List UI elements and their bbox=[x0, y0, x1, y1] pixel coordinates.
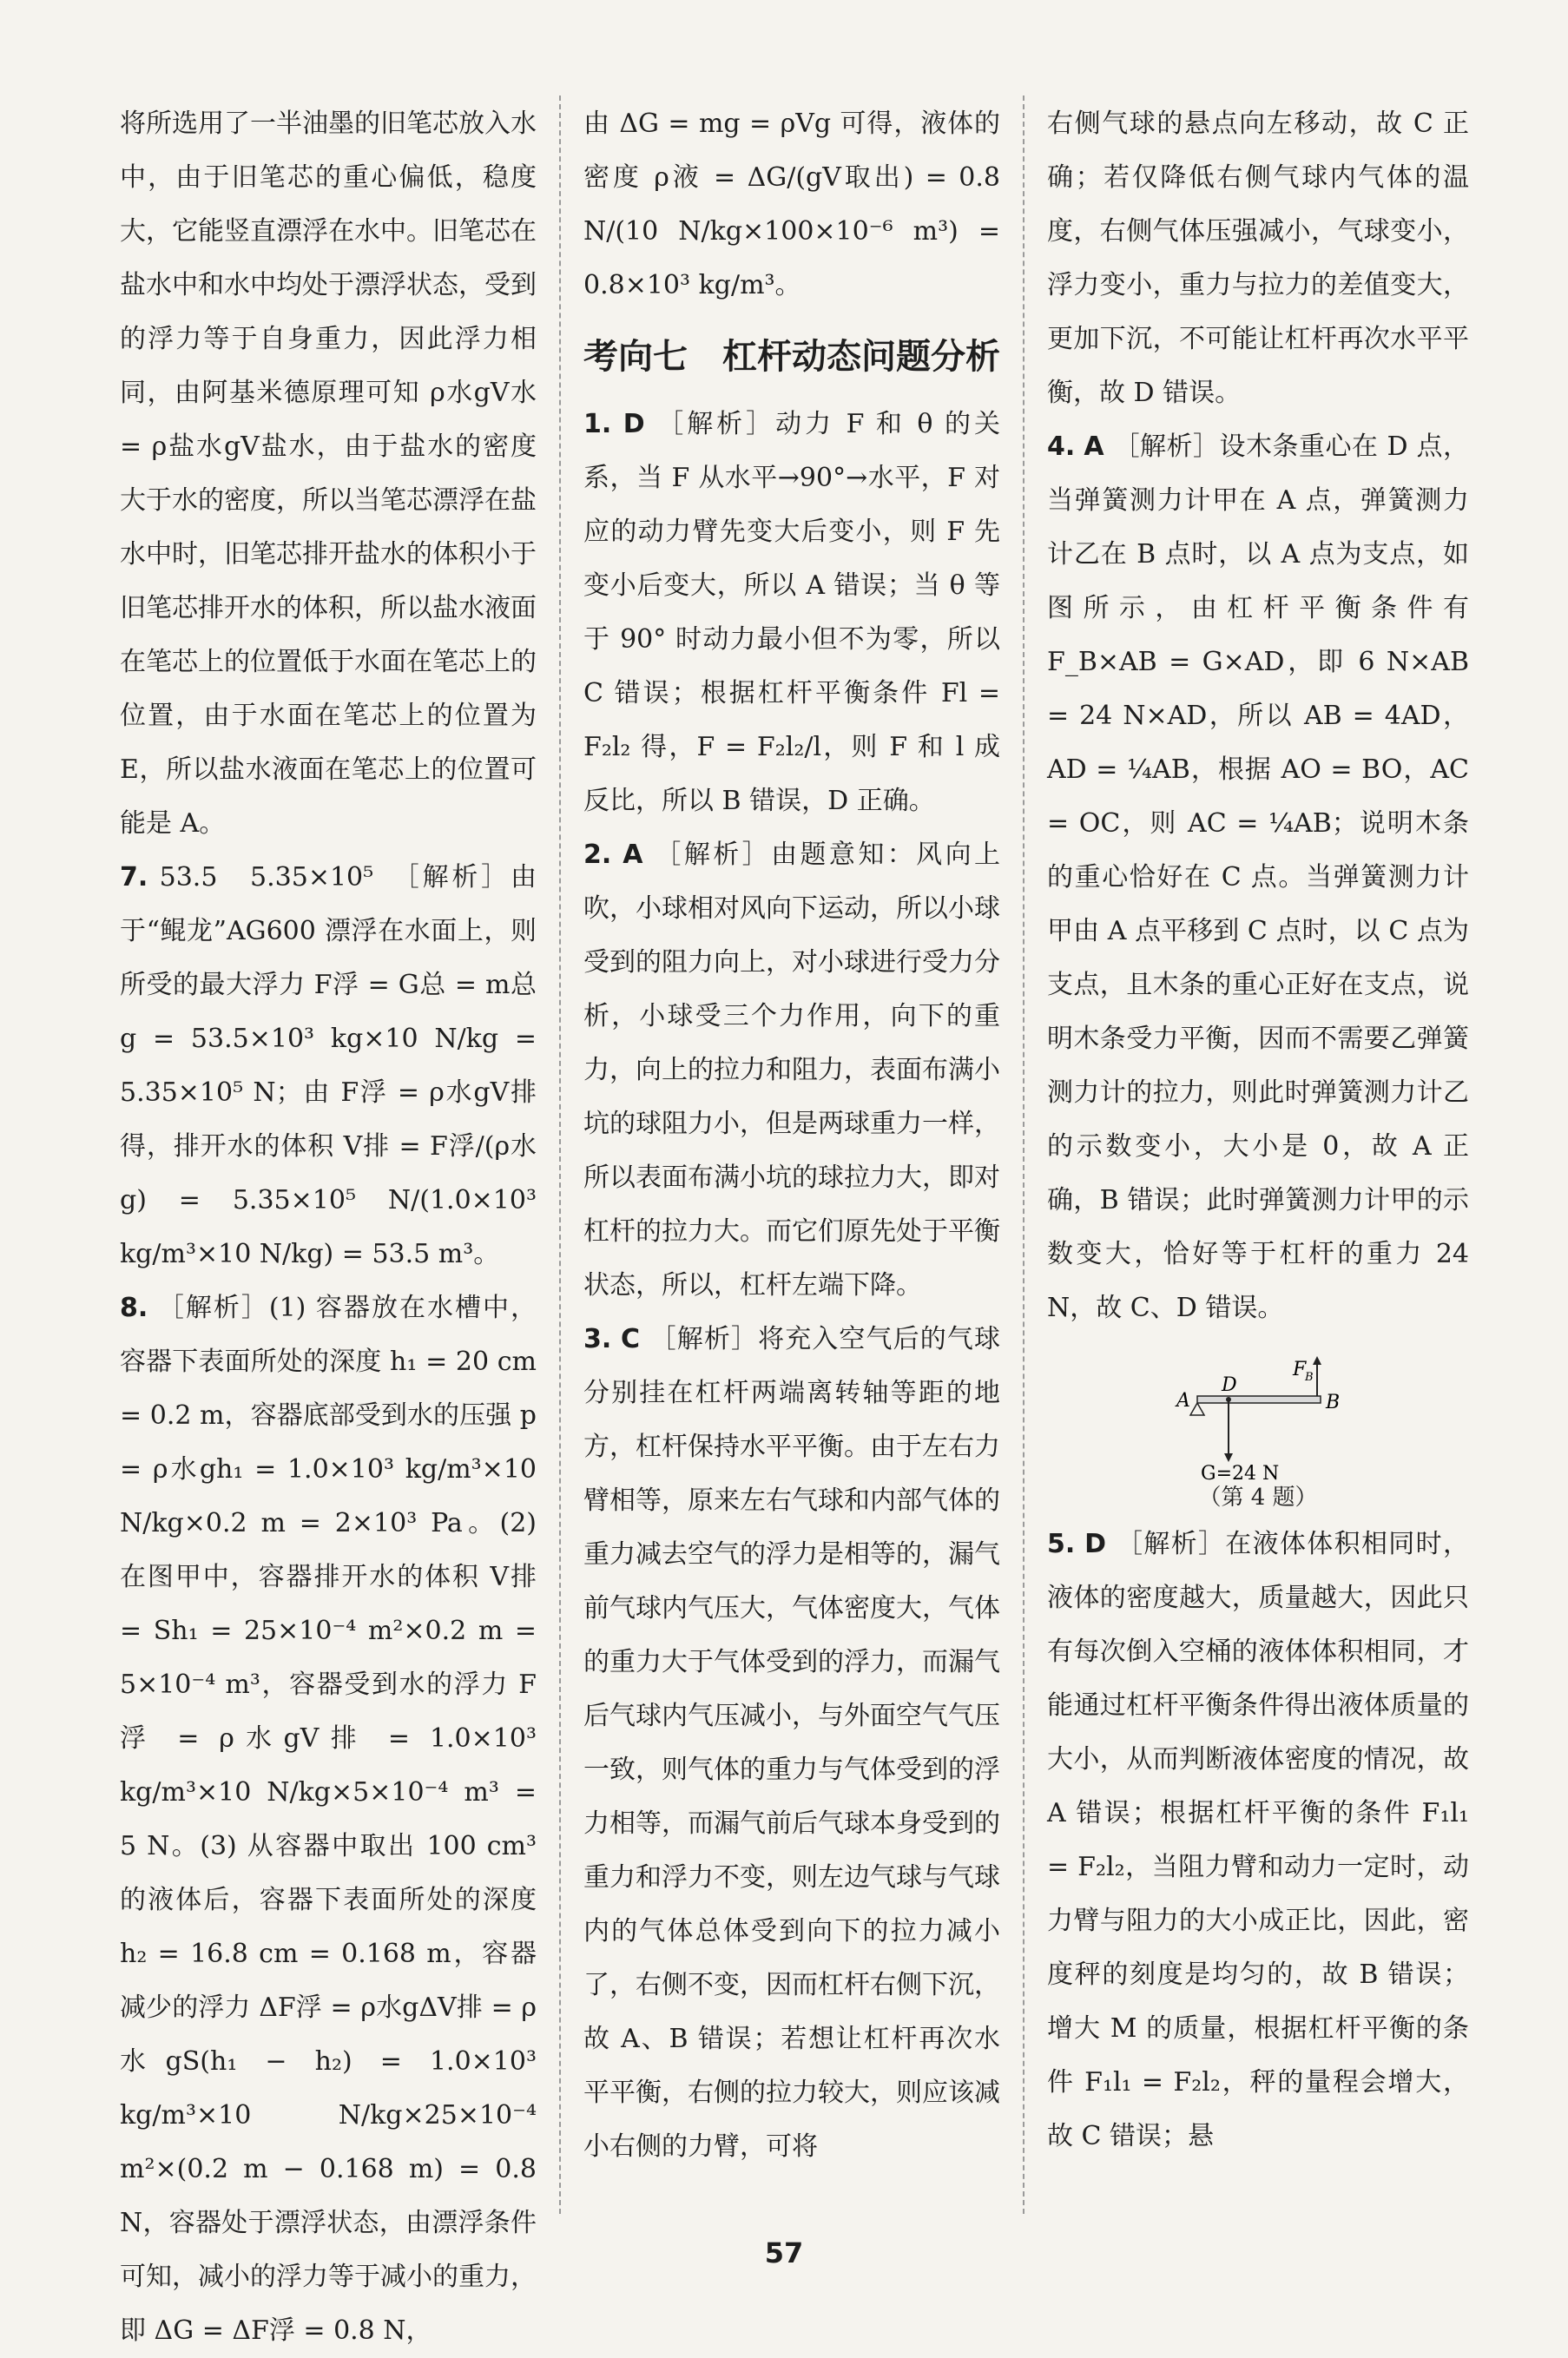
gravity-arrowhead bbox=[1224, 1453, 1233, 1462]
question-number: 8. bbox=[120, 1293, 148, 1323]
column-divider-1 bbox=[559, 96, 561, 2214]
answer-choice: A bbox=[623, 840, 644, 870]
label-fb: F bbox=[1293, 1359, 1307, 1380]
answer-4 bbox=[1047, 420, 1469, 1335]
question-number: 3. bbox=[583, 1324, 612, 1354]
question-number: 1. bbox=[583, 409, 612, 439]
answer-text: ［解析］在液体体积相同时，液体的密度越大，质量越大，因此只有每次倒入空桶的液体体积相同，才能通过杠杆平衡条件得出液体质量的大小，从而判断液体密度的情况，故 A 错误；根据杠杆平衡的条件 F₁l₁ = F₂l₂，当阻力臂和动力一定时，动力臂与阻力的大小成正比，因此，密度秤的刻度是均匀的，故 B 错误；增大 M 的质量，根据杠杆平衡的条件 F₁l₁ = F₂l₂，秤的量程会增大，故 C 错误；悬 bbox=[1047, 1529, 1469, 2151]
page-number: 57 bbox=[764, 2236, 804, 2269]
answer-8 bbox=[120, 1281, 537, 2358]
answer-1 bbox=[583, 398, 1000, 828]
question-number: 2. bbox=[583, 840, 612, 870]
paragraph-continuation: 将所选用了一半油墨的旧笔芯放入水中，由于旧笔芯的重心偏低，稳度大，它能竖直漂浮在水中。旧笔芯在盐水中和水中均处于漂浮状态，受到的浮力等于自身重力，因此浮力相同，由阿基米德原理可知 ρ水gV水 = ρ盐水gV盐水，由于盐水的密度大于水的密度，所以当笔芯漂浮在盐水中时，旧笔芯排开盐水的体积小于旧笔芯排开水的体积，所以盐水液面在笔芯上的位置低于水面在笔芯上的位置，由于水面在笔芯上的位置为 E，所以盐水液面在笔芯上的位置可能是 A。 bbox=[120, 109, 537, 839]
force-fb-arrowhead bbox=[1313, 1356, 1321, 1365]
lever-bar bbox=[1197, 1396, 1321, 1403]
answer-text: ［解析］设木条重心在 D 点，当弹簧测力计甲在 A 点，弹簧测力计乙在 B 点时，以 A 点为支点，如图所示，由杠杆平衡条件有 F_B×AB = G×AD，即 6 N×AB = 24 N×AD，所以 AB = 4AD，AD = ¼AB，根据 AO = BO，AC = OC，则 AC = ¼AB；说明木条的重心恰好在 C 点。当弹簧测力计甲由 A 点平移到 C 点时，以 C 点为支点，且木条的重心正好在支点，说明木条受力平衡，因而不需要乙弹簧测力计的拉力，则此时弹簧测力计乙的示数变小，大小是 0，故 A 正确，B 错误；此时弹簧测力计甲的示数变大，恰好等于杠杆的重力 24 N，故 C、D 错误。 bbox=[1047, 431, 1469, 1323]
answer-text: ［解析］将充入空气后的气球分别挂在杠杆两端离转轴等距的地方，杠杆保持水平平衡。由于左右力臂相等，原来左右气球和内部气体的重力减去空气的浮力是相等的，漏气前气球内气压大，气体密度大，气体的重力大于气体受到的浮力，而漏气后气球内气压减小，与外面空气气压一致，则气体的重力与气体受到的浮力相等，而漏气前后气球本身受到的重力和浮力不变，则左边气球与气球内的气体总体受到向下的拉力减小了，右侧不变，因而杠杆右侧下沉，故 A、B 错误；若想让杠杆再次水平平衡，右侧的拉力较大，则应该减小右侧的力臂，可将 bbox=[583, 1324, 1000, 2162]
answer-choice: D bbox=[1084, 1529, 1108, 1559]
paragraph-continuation: 右侧气球的悬点向左移动，故 C 正确；若仅降低右侧气球内气体的温度，右侧气体压强减小，气球变小，浮力变小，重力与拉力的差值变大，更加下沉，不可能让杠杆再次水平平衡，故 D 错误。 bbox=[1047, 109, 1469, 408]
lever-diagram bbox=[1171, 1353, 1345, 1483]
center-of-gravity-dot bbox=[1226, 1397, 1231, 1402]
paragraph-continuation: 由 ΔG = mg = ρVg 可得，液体的密度 ρ液 = ΔG/(gV取出) = 0.8 N/(10 N/kg×100×10⁻⁶ m³) = 0.8×10³ kg/m³。 bbox=[583, 109, 1000, 300]
answer-choice: D bbox=[623, 409, 646, 439]
question-number: 4. bbox=[1047, 431, 1076, 462]
label-d: D bbox=[1222, 1374, 1237, 1396]
answer-2 bbox=[583, 828, 1000, 1313]
answer-choice: A bbox=[1084, 431, 1105, 462]
answer-text: 53.5 5.35×10⁵ ［解析］由于“鲲龙”AG600 漂浮在水面上，则所受的最大浮力 F浮 = G总 = m总g = 53.5×10³ kg×10 N/kg = 5.35×10⁵ N；由 F浮 = ρ水gV排 得，排开水的体积 V排 = F浮/(ρ水g) = 5.35×10⁵ N/(1.0×10³ kg/m³×10 N/kg) = 53.5 m³。 bbox=[120, 862, 537, 1269]
column-3 bbox=[1047, 97, 1469, 2164]
answer-text: ［解析］动力 F 和 θ 的关系，当 F 从水平→90°→水平，F 对应的动力臂先变大后变小，则 F 先变小后变大，所以 A 错误；当 θ 等于 90° 时动力最小但不为零，所以 C 错误；根据杠杆平衡条件 Fl = F₂l₂ 得，F = F₂l₂/l，则 F 和 l 成反比，所以 B 错误，D 正确。 bbox=[583, 409, 1000, 816]
label-b: B bbox=[1326, 1392, 1341, 1413]
pivot-triangle bbox=[1190, 1403, 1204, 1415]
answer-choice: C bbox=[620, 1324, 641, 1354]
answer-text: ［解析］由题意知：风向上吹，小球相对风向下运动，所以小球受到的阻力向上，对小球进行受力分析，小球受三个力作用，向下的重力，向上的拉力和阻力，表面布满小坑的球阻力小，但是两球重力一样，所以表面布满小坑的球拉力大，即对杠杆的拉力大。而它们原先处于平衡状态，所以，杠杆左端下降。 bbox=[583, 840, 1000, 1301]
label-fb-subscript: B bbox=[1305, 1371, 1314, 1384]
answer-text: ［解析］(1) 容器放在水槽中，容器下表面所处的深度 h₁ = 20 cm = 0.2 m，容器底部受到水的压强 p = ρ水gh₁ = 1.0×10³ kg/m³×10 N/kg×0.2 m = 2×10³ Pa。(2) 在图甲中，容器排开水的体积 V排 = Sh₁ = 25×10⁻⁴ m²×0.2 m = 5×10⁻⁴ m³，容器受到水的浮力 F浮 = ρ水gV排 = 1.0×10³ kg/m³×10 N/kg×5×10⁻⁴ m³ = 5 N。(3) 从容器中取出 100 cm³ 的液体后，容器下表面所处的深度 h₂ = 16.8 cm = 0.168 m，容器减少的浮力 ΔF浮 = ρ水gΔV排 = ρ水gS(h₁ − h₂) = 1.0×10³ kg/m³×10 N/kg×25×10⁻⁴ m²×(0.2 m − 0.168 m) = 0.8 N，容器处于漂浮状态，由漂浮条件可知，减小的浮力等于减小的重力，即 ΔG = ΔF浮 = 0.8 N， bbox=[120, 1293, 537, 2346]
answer-3 bbox=[583, 1313, 1000, 2174]
figure-caption: （第 4 题） bbox=[1198, 1485, 1318, 1511]
label-a: A bbox=[1176, 1390, 1190, 1412]
question-number: 5. bbox=[1047, 1529, 1076, 1559]
column-2 bbox=[583, 97, 1000, 2174]
column-1 bbox=[120, 97, 537, 2358]
section-heading: 考向七 杠杆动态问题分析 bbox=[583, 337, 1000, 377]
label-g: G=24 N bbox=[1201, 1463, 1280, 1483]
answer-7 bbox=[120, 851, 537, 1281]
lever-figure bbox=[1047, 1353, 1469, 1512]
column-divider-2 bbox=[1023, 96, 1024, 2214]
answer-5 bbox=[1047, 1518, 1469, 2164]
question-number: 7. bbox=[120, 862, 148, 892]
